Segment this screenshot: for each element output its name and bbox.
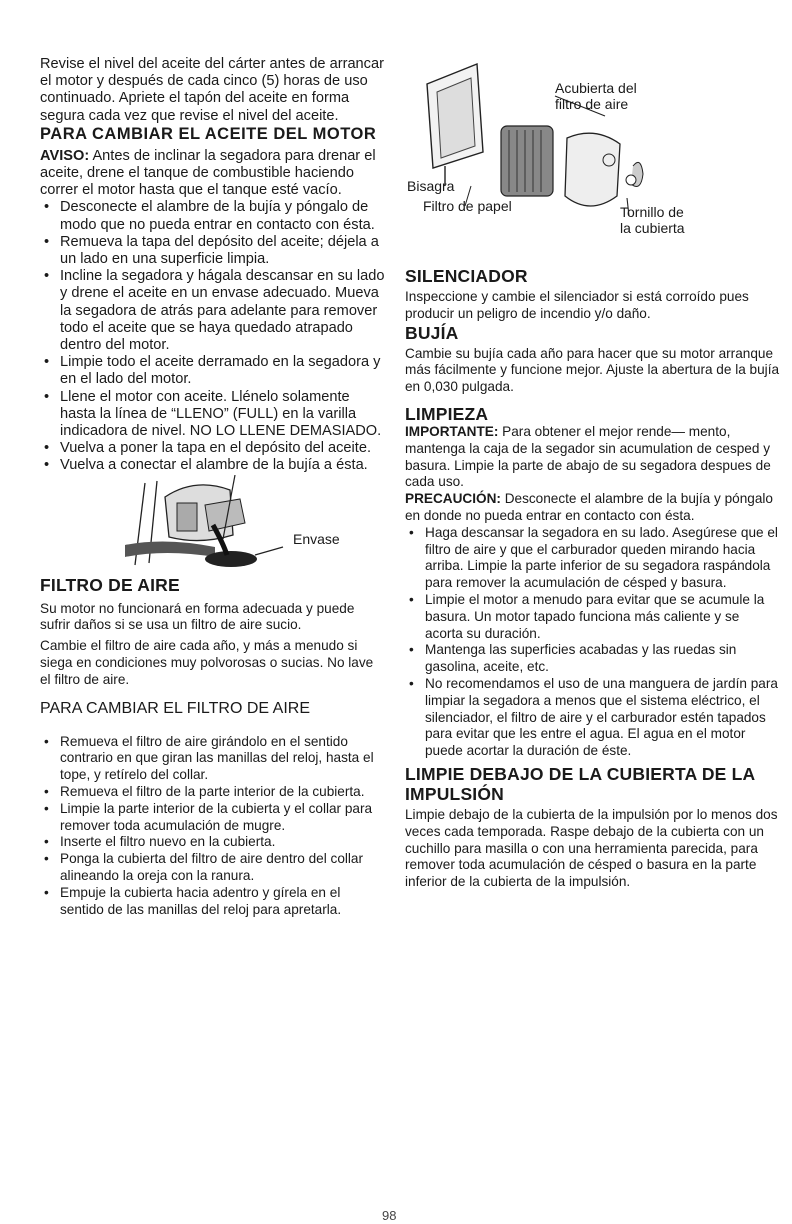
page-number: 98 bbox=[382, 1208, 397, 1223]
important-label: IMPORTANTE: bbox=[405, 423, 499, 439]
list-item: • Vuelva a poner la tapa en el depósito del aceite. bbox=[40, 440, 385, 457]
list-item: • Remueva el filtro de aire girándolo en el sentido contrario en que giran las manillas del reloj, hasta el tope, y retírelo del collar. bbox=[40, 734, 385, 784]
screw-label: Tornillo de la cubierta bbox=[620, 204, 685, 236]
right-column bbox=[405, 56, 780, 891]
caution-text: Desconecte el alambre de la bujía y póngalo en donde no pueda entrar en contacto con ésta. bbox=[405, 491, 773, 523]
oil-change-steps bbox=[40, 199, 385, 474]
list-item: • Haga descansar la segadora en su lado. Asegúrese que el filtro de aire y que el carburador queden mirando hacia arriba. Limpie la parte inferior de su segadora raspándola para remover la acumulación de césped y basura. bbox=[405, 525, 780, 592]
list-item: • Remueva el filtro de la parte interior de la cubierta. bbox=[40, 784, 385, 801]
air-filter-illustration bbox=[405, 56, 780, 266]
cover-label: Acubierta del filtro de aire bbox=[555, 80, 637, 112]
oil-change-heading: PARA CAMBIAR EL ACEITE DEL MOTOR bbox=[40, 124, 377, 143]
list-item: • Desconecte el alambre de la bujía y póngalo de modo que no pueda entrar en contacto con ésta. bbox=[40, 199, 385, 233]
air-filter-paragraph-2: Cambie el filtro de aire cada año, y más a menudo si siega en condiciones muy polvorosas o sucias. No lave el filtro de aire. bbox=[40, 638, 374, 687]
paper-filter-label: Filtro de papel bbox=[423, 198, 512, 214]
left-column bbox=[40, 56, 385, 918]
list-item: • Mantenga las superficies acabadas y las ruedas sin gasolina, aceite, etc. bbox=[405, 642, 780, 676]
list-item: • Limpie la parte interior de la cubierta y el collar para remover toda acumulación de mugre. bbox=[40, 801, 385, 835]
list-item: • Remueva la tapa del depósito del aceite; déjela a un lado en una superficie limpia. bbox=[40, 234, 385, 268]
list-item: • No recomendamos el uso de una manguera de jardín para limpiar la segadora a menos que el sistema eléctrico, el silenciador, el filtro de aire y el carburador estén tapados para evitar que les entre el agua. El agua en el motor puede acortar la duración de éste. bbox=[405, 676, 780, 760]
list-item: • Ponga la cubierta del filtro de aire dentro del collar alineando la oreja con la ranura. bbox=[40, 851, 385, 885]
aviso-text: Antes de inclinar la segadora para drenar el aceite, drene el tanque de combustible haciendo correr el motor hasta que el tanque esté vacío. bbox=[40, 147, 376, 199]
list-item: • Llene el motor con aceite. Llénelo solamente hasta la línea de “LLENO” (FULL) en la varilla indicadora de nivel. NO LO LLENE DEMASIADO. bbox=[40, 389, 385, 441]
change-air-filter-heading: PARA CAMBIAR EL FILTRO DE AIRE bbox=[40, 699, 310, 717]
aviso-paragraph bbox=[40, 148, 385, 200]
muffler-heading: SILENCIADOR bbox=[405, 266, 528, 286]
list-item: • Inserte el filtro nuevo en la cubierta. bbox=[40, 834, 385, 851]
important-paragraph bbox=[405, 424, 780, 491]
list-item: • Incline la segadora y hágala descansar en su lado y drene el aceite en un envase adecuado. Mueva la segadora de atrás para adelante para remover todo el aceite que se haya quedado atrapado dentro del motor. bbox=[40, 268, 385, 354]
spark-plug-text: Cambie su bujía cada año para hacer que su motor arranque más fácilmente y funcione mejor. Ajuste la abertura de la bujía en 0,030 pulgada. bbox=[405, 345, 780, 395]
list-item: • Limpie el motor a menudo para evitar que se acumule la basura. Un motor tapado funciona más caliente y se acorta su duración. bbox=[405, 592, 780, 642]
caution-paragraph bbox=[405, 491, 780, 525]
hinge-label: Bisagra bbox=[407, 178, 455, 194]
cleaning-heading: LIMPIEZA bbox=[405, 403, 489, 424]
air-filter-heading: FILTRO DE AIRE bbox=[40, 574, 180, 595]
aviso-label: AVISO: bbox=[40, 147, 90, 164]
muffler-text: Inspeccione y cambie el silenciador si está corroído pues producir un peligro de incendio y/o daño. bbox=[405, 289, 749, 321]
caution-label: PRECAUCIÓN: bbox=[405, 491, 501, 507]
envase-label: Envase bbox=[293, 530, 340, 547]
deck-cleaning-text: Limpie debajo de la cubierta de la impulsión por lo menos dos veces cada temporada. Raspe debajo de la cubierta con un cuchillo para masilla o con una herramienta parecida, para remover toda acumulación de césped o basura en la parte inferior de la cubierta de la impulsión. bbox=[405, 806, 778, 890]
oil-drain-illustration bbox=[40, 475, 385, 575]
list-item: • Vuelva a conectar el alambre de la bujía a ésta. bbox=[40, 457, 385, 474]
deck-cleaning-heading: LIMPIE DEBAJO DE LA CUBIERTA DE LA IMPULSIÓN bbox=[405, 763, 755, 804]
oil-check-intro: Revise el nivel del aceite del cárter antes de arrancar el motor y después de cada cinco (5) horas de uso continuado. Apriete el tapón del aceite en forma segura cada vez que revise el nivel del aceite. bbox=[40, 56, 384, 124]
air-filter-paragraph-1: Su motor no funcionará en forma adecuada y puede sufrir daños si se usa un filtro de aire sucio. bbox=[40, 600, 355, 633]
spark-plug-heading: BUJÍA bbox=[405, 322, 459, 343]
list-item: • Limpie todo el aceite derramado en la segadora y en el lado del motor. bbox=[40, 354, 385, 388]
air-filter-steps bbox=[40, 734, 385, 919]
list-item: • Empuje la cubierta hacia adentro y gírela en el sentido de las manillas del reloj para apretarla. bbox=[40, 885, 385, 919]
oil-drain-drawing bbox=[105, 475, 345, 575]
cleaning-steps bbox=[405, 525, 780, 760]
important-text: Para obtener el mejor rende— mento, mantenga la caja de la segador sin acumulation de cesped y basura. Limpie la parte de abajo de su segadora despues de cada uso. bbox=[405, 423, 771, 490]
